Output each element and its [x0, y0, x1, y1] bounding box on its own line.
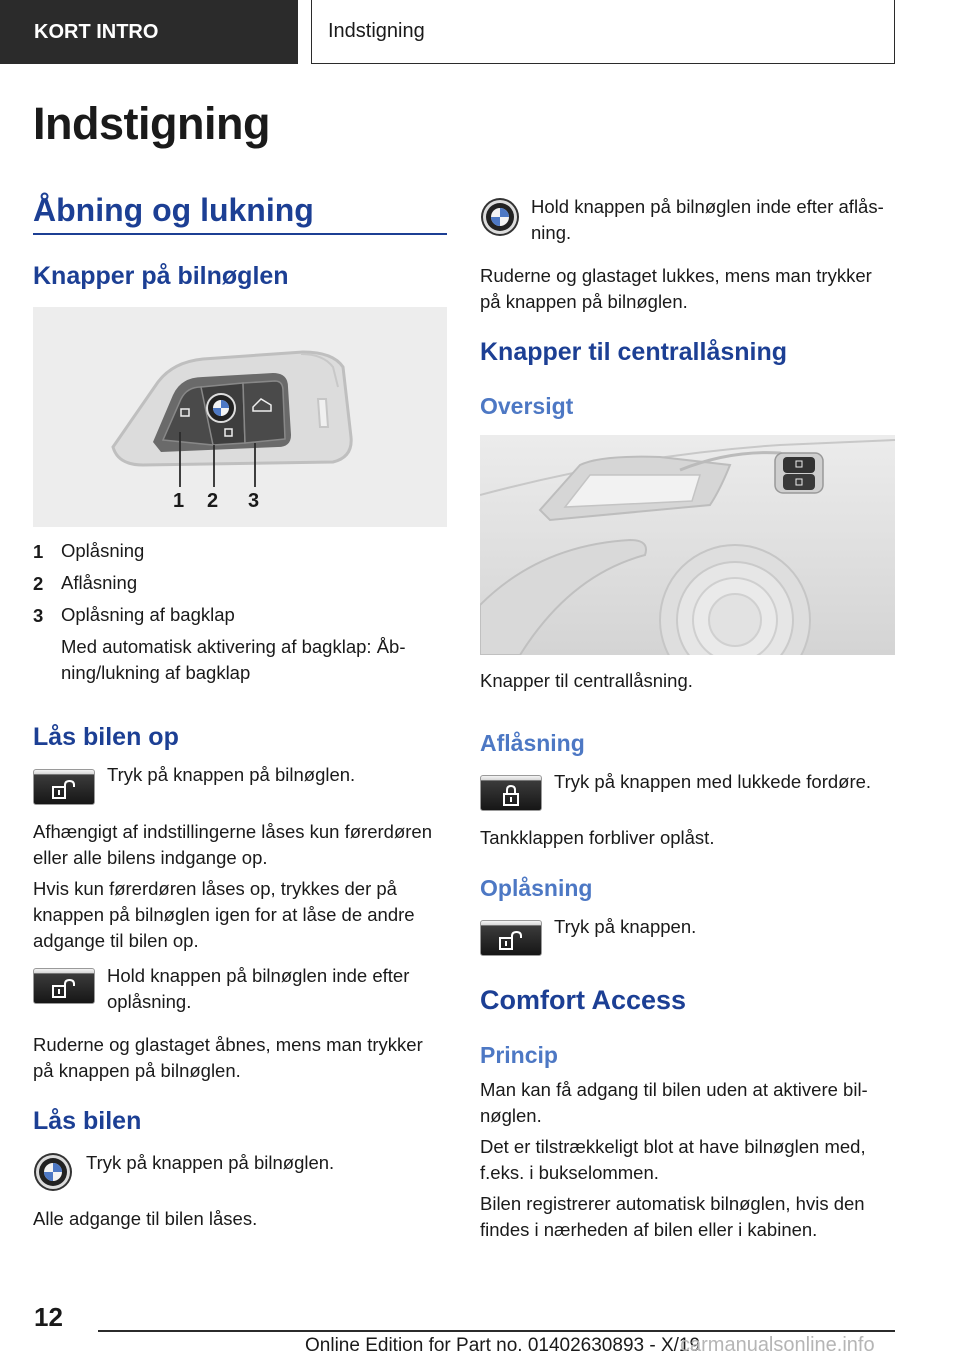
list-item-text: Oplåsning af bagklap — [61, 604, 235, 625]
header-topic-label: Indstigning — [328, 20, 425, 42]
paragraph-line: findes i nærheden af bilen eller i kabinen. — [480, 1219, 818, 1240]
unlock-button-icon — [33, 968, 95, 1004]
unlock-button-icon — [480, 920, 542, 956]
lock-button-icon — [480, 775, 542, 811]
heading-key-buttons: Knapper på bilnøglen — [33, 262, 289, 290]
heading-lock-car: Lås bilen — [33, 1107, 142, 1135]
paragraph-line: på knappen på bilnøglen. — [33, 1060, 241, 1081]
paragraph-line: Afhængigt af indstillingerne låses kun førerdøren — [33, 821, 432, 842]
header-topic-tab — [311, 0, 895, 64]
lock-icon-text: Tryk på knappen med lukkede fordøre. — [554, 771, 872, 792]
paragraph-line: på knappen på bilnøglen. — [480, 291, 688, 312]
unlock-padlock-icon — [51, 979, 77, 999]
list-note-line: Med automatisk aktivering af bagklap: Åb- — [61, 636, 406, 657]
paragraph-line: knappen på bilnøglen igen for at låse de andre — [33, 904, 415, 925]
lock-icon-text: Tryk på knappen på bilnøglen. — [86, 1152, 335, 1173]
paragraph-line: nøglen. — [480, 1105, 542, 1126]
door-panel-figure — [480, 435, 895, 655]
heading-unlock-car: Lås bilen op — [33, 723, 179, 751]
paragraph-line: adgange til bilen op. — [33, 930, 199, 951]
bmw-logo-icon — [480, 197, 520, 237]
header-section-label: KORT INTRO — [34, 20, 159, 43]
section-heading-opening: Åbning og lukning — [33, 192, 314, 228]
heading-locking: Aflåsning — [480, 730, 585, 756]
heading-comfort-access: Comfort Access — [480, 985, 687, 1015]
heading-unlocking: Oplåsning — [480, 875, 593, 901]
key-figure-label-2: 2 — [207, 490, 219, 512]
list-number: 1 — [33, 541, 44, 562]
key-figure-label-3: 3 — [248, 490, 260, 512]
paragraph-line: Ruderne og glastaget åbnes, mens man trykker — [33, 1034, 423, 1055]
list-number: 3 — [33, 605, 44, 626]
watermark: carmanualsonline.info — [680, 1334, 875, 1356]
figure-caption: Knapper til centrallåsning. — [480, 670, 693, 691]
list-note-line: ning/lukning af bagklap — [61, 662, 251, 683]
paragraph-line: eller alle bilens indgange op. — [33, 847, 268, 868]
list-item-text: Oplåsning — [61, 540, 145, 561]
hold-text-line: oplåsning. — [107, 991, 192, 1012]
lock-padlock-icon — [501, 785, 521, 807]
bmw-key-icon — [480, 197, 520, 242]
paragraph-line: Alle adgange til bilen låses. — [33, 1208, 258, 1229]
bmw-key-icon — [33, 1152, 73, 1197]
section-heading-rule — [33, 233, 447, 235]
page-number: 12 — [34, 1302, 63, 1332]
unlock-button-icon — [33, 769, 95, 805]
heading-overview: Oversigt — [480, 393, 574, 419]
unlock-padlock-icon — [51, 780, 77, 800]
door-panel-illustration — [480, 435, 895, 655]
paragraph-line: Det er tilstrækkeligt blot at have bilnøglen med, — [480, 1136, 866, 1157]
key-fob-illustration — [33, 307, 447, 527]
list-item-text: Aflåsning — [61, 572, 138, 593]
paragraph-line: Tankklappen forbliver oplåst. — [480, 827, 715, 848]
bmw-logo-icon — [33, 1152, 73, 1192]
paragraph-line: f.eks. i bukselommen. — [480, 1162, 659, 1183]
list-number: 2 — [33, 573, 44, 594]
heading-principle: Princip — [480, 1042, 558, 1068]
hold-text-line: ning. — [531, 222, 572, 243]
key-figure-label-1: 1 — [173, 490, 185, 512]
key-fob-figure — [33, 307, 447, 527]
footer-edition: Online Edition for Part no. 01402630893 - X/19 — [305, 1335, 701, 1356]
heading-central-locking: Knapper til centrallåsning — [480, 338, 788, 366]
unlock-icon-text: Tryk på knappen på bilnøglen. — [107, 764, 356, 785]
hold-text-line: Hold knappen på bilnøglen inde efter — [107, 965, 410, 986]
footer-rule — [98, 1330, 895, 1332]
hold-text-line: Hold knappen på bilnøglen inde efter aflås- — [531, 196, 884, 217]
header-section-tab — [0, 0, 298, 64]
paragraph-line: Hvis kun førerdøren låses op, trykkes der på — [33, 878, 397, 899]
paragraph-line: Ruderne og glastaget lukkes, mens man trykker — [480, 265, 872, 286]
paragraph-line: Man kan få adgang til bilen uden at aktivere bil- — [480, 1079, 868, 1100]
unlock-padlock-icon — [498, 931, 524, 951]
paragraph-line: Bilen registrerer automatisk bilnøglen, hvis den — [480, 1193, 865, 1214]
page-title: Indstigning — [33, 98, 270, 149]
unlock-icon-text: Tryk på knappen. — [554, 916, 697, 937]
